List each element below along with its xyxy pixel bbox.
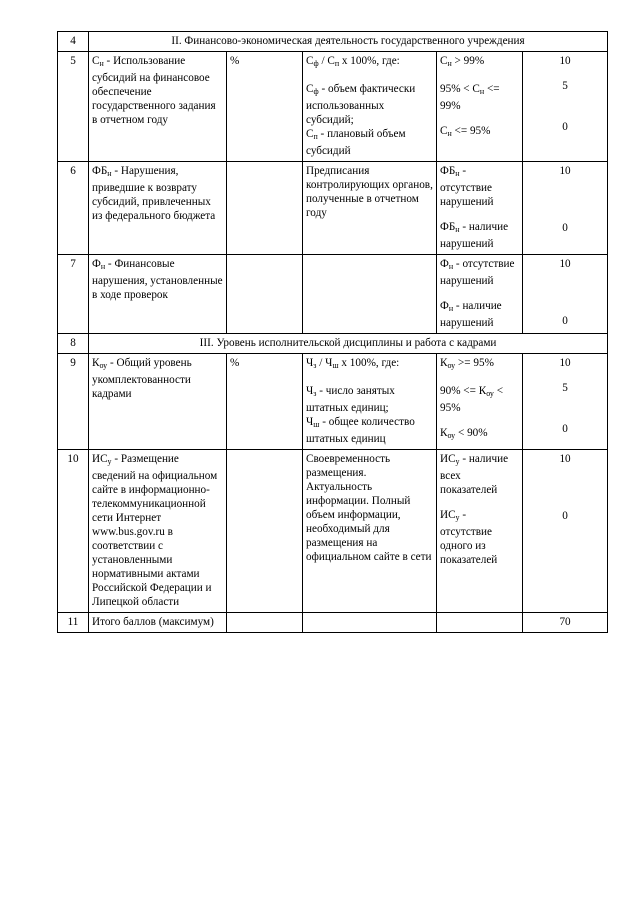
unit-cell [227, 162, 303, 255]
criteria-table [57, 31, 608, 633]
formula-cell [303, 613, 437, 633]
row-number: 10 [58, 450, 89, 613]
table-row [58, 255, 608, 334]
score-cell: 10 0 [523, 450, 608, 613]
section-title: III. Уровень исполнительской дисциплины и работа с кадрами [89, 334, 608, 354]
formula-cell: Предписания контролирующих органов, полученные в отчетном году [303, 162, 437, 255]
score-cell: 10 0 [523, 255, 608, 334]
row-number: 6 [58, 162, 89, 255]
row-number: 5 [58, 52, 89, 162]
formula-cell: Своевременность размещения. Актуальность информации. Полный объем информации, необходимый для размещения на официальном сайте в сети [303, 450, 437, 613]
formula-cell [303, 255, 437, 334]
unit-cell [227, 450, 303, 613]
unit-cell: % [227, 354, 303, 450]
condition-cell [437, 613, 523, 633]
score-cell: 10 0 [523, 162, 608, 255]
condition-cell: $С_н > 99\%$ $95\% < С_н <= 99\%$ $С_н <= 95\%$ [437, 52, 523, 162]
row-number: 11 [58, 613, 89, 633]
table-row [58, 162, 608, 255]
indicator-name: $Ф_н$ - Финансовые нарушения, установленные в ходе проверок [89, 255, 227, 334]
condition-cell: $Ф_н$ - отсутствие нарушений $Ф_н$ - наличие нарушений [437, 255, 523, 334]
total-row [58, 613, 608, 633]
formula-cell: $С_ф / С_п$ х 100%, где: $С_ф$ - объем фактически использованных субсидий; $С_п$ - плановый объем субсидий [303, 52, 437, 162]
row-number: 9 [58, 354, 89, 450]
score-cell: 10 5 0 [523, 354, 608, 450]
condition-cell: $К_{оу} >= 95\%$ $90\% <= К_{оу} < 95\%$ $К_{оу} < 90\%$ [437, 354, 523, 450]
table-row [58, 52, 608, 162]
unit-cell: % [227, 52, 303, 162]
condition-cell: $ИС_у$ - наличие всех показателей $ИС_у$ - отсутствие одного из показателей [437, 450, 523, 613]
document-page [57, 31, 608, 633]
indicator-name: Итого баллов (максимум) [89, 613, 227, 633]
section-title: II. Финансово-экономическая деятельность государственного учреждения [89, 32, 608, 52]
row-number: 7 [58, 255, 89, 334]
section-row-finance [58, 32, 608, 52]
score-cell: 10 5 0 [523, 52, 608, 162]
indicator-name: $С_н$ - Использование субсидий на финансовое обеспечение государственного задания в отчетном году [89, 52, 227, 162]
indicator-name: $ФБ_н$ - Нарушения, приведшие к возврату субсидий, привлеченных из федерального бюджета [89, 162, 227, 255]
table-row [58, 450, 608, 613]
indicator-name: $ИС_у$ - Размещение сведений на официальном сайте в информационно-телекоммуникационной сети Интернет www.bus.gov.ru в соответствии с установленными нормативными актами Российской Федерации и Липецкой области [89, 450, 227, 613]
unit-cell [227, 613, 303, 633]
table-row [58, 354, 608, 450]
row-number: 8 [58, 334, 89, 354]
unit-cell [227, 255, 303, 334]
section-row-discipline [58, 334, 608, 354]
formula-cell: $Ч_з / Ч_ш$ х 100%, где: $Ч_з$ - число занятых штатных единиц; $Ч_ш$ - общее количество штатных единиц [303, 354, 437, 450]
total-score: 70 [523, 613, 608, 633]
indicator-name: $К_{оу}$ - Общий уровень укомплектованности кадрами [89, 354, 227, 450]
row-number: 4 [58, 32, 89, 52]
condition-cell: $ФБ_н$ - отсутствие нарушений $ФБ_н$ - наличие нарушений [437, 162, 523, 255]
